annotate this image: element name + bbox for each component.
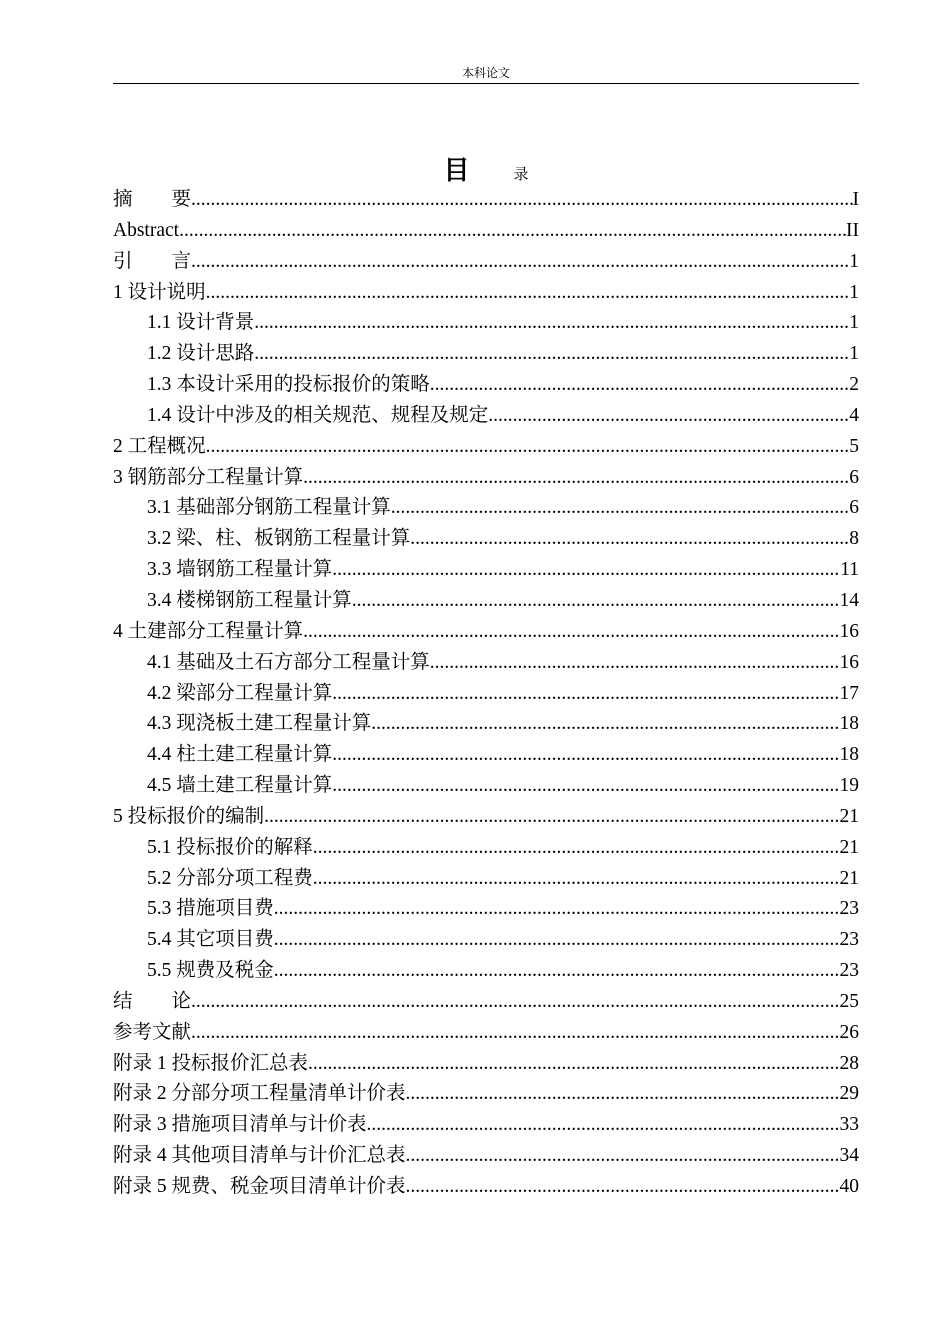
toc-entry[interactable]	[113, 555, 859, 586]
toc-dot-leader	[254, 339, 849, 370]
header-divider	[113, 83, 859, 84]
toc-entry-label: 1.1 设计背景	[147, 312, 255, 334]
toc-entry-page-number: 1	[849, 250, 859, 272]
toc-entry-page-number: I	[852, 189, 859, 210]
toc-dot-leader	[179, 216, 846, 247]
toc-entry-page-number: 21	[839, 867, 859, 889]
toc-dot-leader	[332, 771, 839, 802]
toc-entry[interactable]	[113, 771, 859, 802]
toc-entry-page-number: 18	[839, 744, 859, 766]
toc-entry-label: 3.2 梁、柱、板钢筋工程量计算	[147, 528, 411, 550]
toc-entry[interactable]	[113, 802, 859, 833]
toc-dot-leader	[332, 740, 839, 771]
toc-entry-page-number: 34	[839, 1145, 859, 1167]
toc-entry[interactable]	[113, 1110, 859, 1141]
toc-entry[interactable]	[113, 617, 859, 648]
toc-dot-leader	[430, 370, 849, 401]
toc-entry-label: 引 言	[113, 250, 192, 272]
toc-entry-label: 2 工程概况	[113, 435, 206, 457]
toc-entry-page-number: 8	[849, 528, 859, 550]
toc-dot-leader	[313, 833, 840, 864]
toc-entry-label: 参考文献	[113, 1021, 192, 1043]
toc-entry[interactable]	[113, 679, 859, 710]
toc-entry-page-number: 26	[839, 1021, 859, 1043]
toc-entry[interactable]	[113, 1018, 859, 1049]
toc-entry-page-number: 16	[839, 651, 859, 673]
toc-entry-label: 附录 5 规费、税金项目清单计价表	[113, 1176, 406, 1197]
toc-entry[interactable]	[113, 586, 859, 617]
toc-dot-leader	[254, 308, 849, 339]
toc-entry-label: 4.1 基础及土石方部分工程量计算	[147, 651, 430, 673]
toc-entry-label: 3.3 墙钢筋工程量计算	[147, 559, 333, 581]
toc-entry[interactable]	[113, 894, 859, 925]
toc-dot-leader	[352, 586, 840, 617]
toc-entry[interactable]	[113, 709, 859, 740]
toc-dot-leader	[367, 1110, 840, 1141]
toc-dot-leader	[191, 185, 852, 216]
toc-dot-leader	[430, 648, 840, 679]
toc-dot-leader	[488, 401, 849, 432]
toc-entry-page-number: 29	[839, 1083, 859, 1105]
toc-entry[interactable]	[113, 308, 859, 339]
toc-entry[interactable]	[113, 740, 859, 771]
toc-entry-label: 摘 要	[113, 189, 192, 210]
toc-dot-leader	[308, 1049, 839, 1080]
toc-dot-leader	[406, 1141, 840, 1172]
toc-entry-page-number: 23	[839, 898, 859, 920]
toc-entry[interactable]	[113, 925, 859, 956]
toc-entry-label: 1.3 本设计采用的投标报价的策略	[147, 374, 430, 396]
toc-entry-label: 3.1 基础部分钢筋工程量计算	[147, 497, 391, 519]
page-header: 本科论文	[461, 66, 510, 80]
table-of-contents	[113, 185, 859, 1203]
toc-entry-label: 结 论	[113, 990, 192, 1012]
toc-entry[interactable]	[113, 401, 859, 432]
toc-entry-page-number: II	[846, 219, 859, 241]
toc-dot-leader	[313, 864, 840, 895]
toc-entry-page-number: 21	[839, 805, 859, 827]
toc-entry-label: 5.5 规费及税金	[147, 960, 274, 982]
toc-entry[interactable]	[113, 493, 859, 524]
toc-entry-label: 4 土建部分工程量计算	[113, 620, 304, 642]
toc-entry[interactable]	[113, 432, 859, 463]
toc-title-secondary: 录	[513, 167, 529, 183]
toc-entry-page-number: 18	[839, 713, 859, 735]
toc-entry-page-number: 1	[849, 343, 859, 365]
toc-dot-leader	[303, 617, 839, 648]
toc-entry-label: 1 设计说明	[113, 281, 206, 303]
toc-entry-page-number: 5	[849, 435, 859, 457]
toc-entry-label: Abstract	[113, 219, 180, 241]
toc-entry-page-number: 16	[839, 620, 859, 642]
toc-entry-page-number: 25	[839, 990, 859, 1012]
toc-entry[interactable]	[113, 1079, 859, 1110]
toc-entry-page-number: 17	[839, 682, 859, 704]
toc-entry-label: 5.1 投标报价的解释	[147, 836, 313, 858]
toc-dot-leader	[303, 463, 849, 494]
toc-entry-page-number: 1	[849, 281, 859, 303]
toc-dot-leader	[274, 894, 840, 925]
toc-dot-leader	[406, 1172, 840, 1203]
toc-entry-page-number: 2	[849, 374, 859, 396]
toc-dot-leader	[191, 1018, 839, 1049]
toc-dot-leader	[206, 432, 850, 463]
toc-entry-page-number: 6	[849, 466, 859, 488]
toc-entry-label: 4.3 现浇板土建工程量计算	[147, 713, 372, 735]
toc-entry-page-number: 19	[839, 775, 859, 797]
toc-dot-leader	[274, 925, 840, 956]
toc-dot-leader	[406, 1079, 840, 1110]
toc-entry[interactable]	[113, 956, 859, 987]
toc-entry-label: 5.2 分部分项工程费	[147, 867, 313, 889]
toc-entry[interactable]	[113, 216, 859, 247]
toc-entry[interactable]	[113, 339, 859, 370]
toc-entry-label: 1.4 设计中涉及的相关规范、规程及规定	[147, 404, 489, 426]
toc-entry-label: 3 钢筋部分工程量计算	[113, 466, 304, 488]
toc-dot-leader	[332, 555, 840, 586]
toc-entry[interactable]	[113, 370, 859, 401]
toc-entry-page-number: 33	[839, 1114, 859, 1136]
toc-entry-page-number: 40	[839, 1176, 859, 1197]
toc-dot-leader	[191, 247, 849, 278]
toc-entry-label: 4.5 墙土建工程量计算	[147, 775, 333, 797]
toc-entry[interactable]	[113, 247, 859, 278]
toc-entry-label: 附录 4 其他项目清单与计价汇总表	[113, 1145, 406, 1167]
toc-entry-page-number: 28	[839, 1052, 859, 1074]
toc-dot-leader	[206, 278, 850, 309]
toc-entry[interactable]	[113, 833, 859, 864]
toc-entry-page-number: 23	[839, 960, 859, 982]
toc-entry[interactable]	[113, 463, 859, 494]
toc-entry-label: 4.2 梁部分工程量计算	[147, 682, 333, 704]
toc-dot-leader	[410, 524, 849, 555]
toc-entry-page-number: 11	[840, 559, 859, 581]
toc-entry-page-number: 1	[849, 312, 859, 334]
toc-entry-page-number: 14	[839, 589, 859, 611]
toc-entry-page-number: 23	[839, 929, 859, 951]
toc-entry[interactable]	[113, 1141, 859, 1172]
toc-entry[interactable]	[113, 1049, 859, 1080]
toc-entry[interactable]	[113, 524, 859, 555]
toc-dot-leader	[391, 493, 849, 524]
toc-entry-label: 3.4 楼梯钢筋工程量计算	[147, 589, 352, 611]
toc-title	[113, 150, 859, 187]
toc-entry[interactable]	[113, 278, 859, 309]
toc-entry[interactable]	[113, 648, 859, 679]
toc-dot-leader	[274, 956, 840, 987]
toc-entry-page-number: 6	[849, 497, 859, 519]
toc-entry-label: 4.4 柱土建工程量计算	[147, 744, 333, 766]
toc-entry[interactable]	[113, 987, 859, 1018]
toc-entry-label: 附录 2 分部分项工程量清单计价表	[113, 1083, 406, 1105]
toc-entry[interactable]	[113, 185, 859, 216]
toc-entry-label: 1.2 设计思路	[147, 343, 255, 365]
toc-dot-leader	[191, 987, 839, 1018]
toc-dot-leader	[332, 679, 839, 710]
toc-dot-leader	[371, 709, 839, 740]
toc-entry-label: 5 投标报价的编制	[113, 805, 265, 827]
toc-title-main: 目	[443, 156, 470, 185]
toc-entry[interactable]	[113, 1172, 859, 1203]
toc-entry[interactable]	[113, 864, 859, 895]
toc-entry-label: 附录 3 措施项目清单与计价表	[113, 1114, 367, 1136]
toc-entry-label: 5.3 措施项目费	[147, 898, 274, 920]
toc-entry-label: 5.4 其它项目费	[147, 929, 274, 951]
toc-entry-label: 附录 1 投标报价汇总表	[113, 1052, 309, 1074]
toc-entry-page-number: 4	[849, 404, 859, 426]
toc-dot-leader	[264, 802, 839, 833]
toc-entry-page-number: 21	[839, 836, 859, 858]
